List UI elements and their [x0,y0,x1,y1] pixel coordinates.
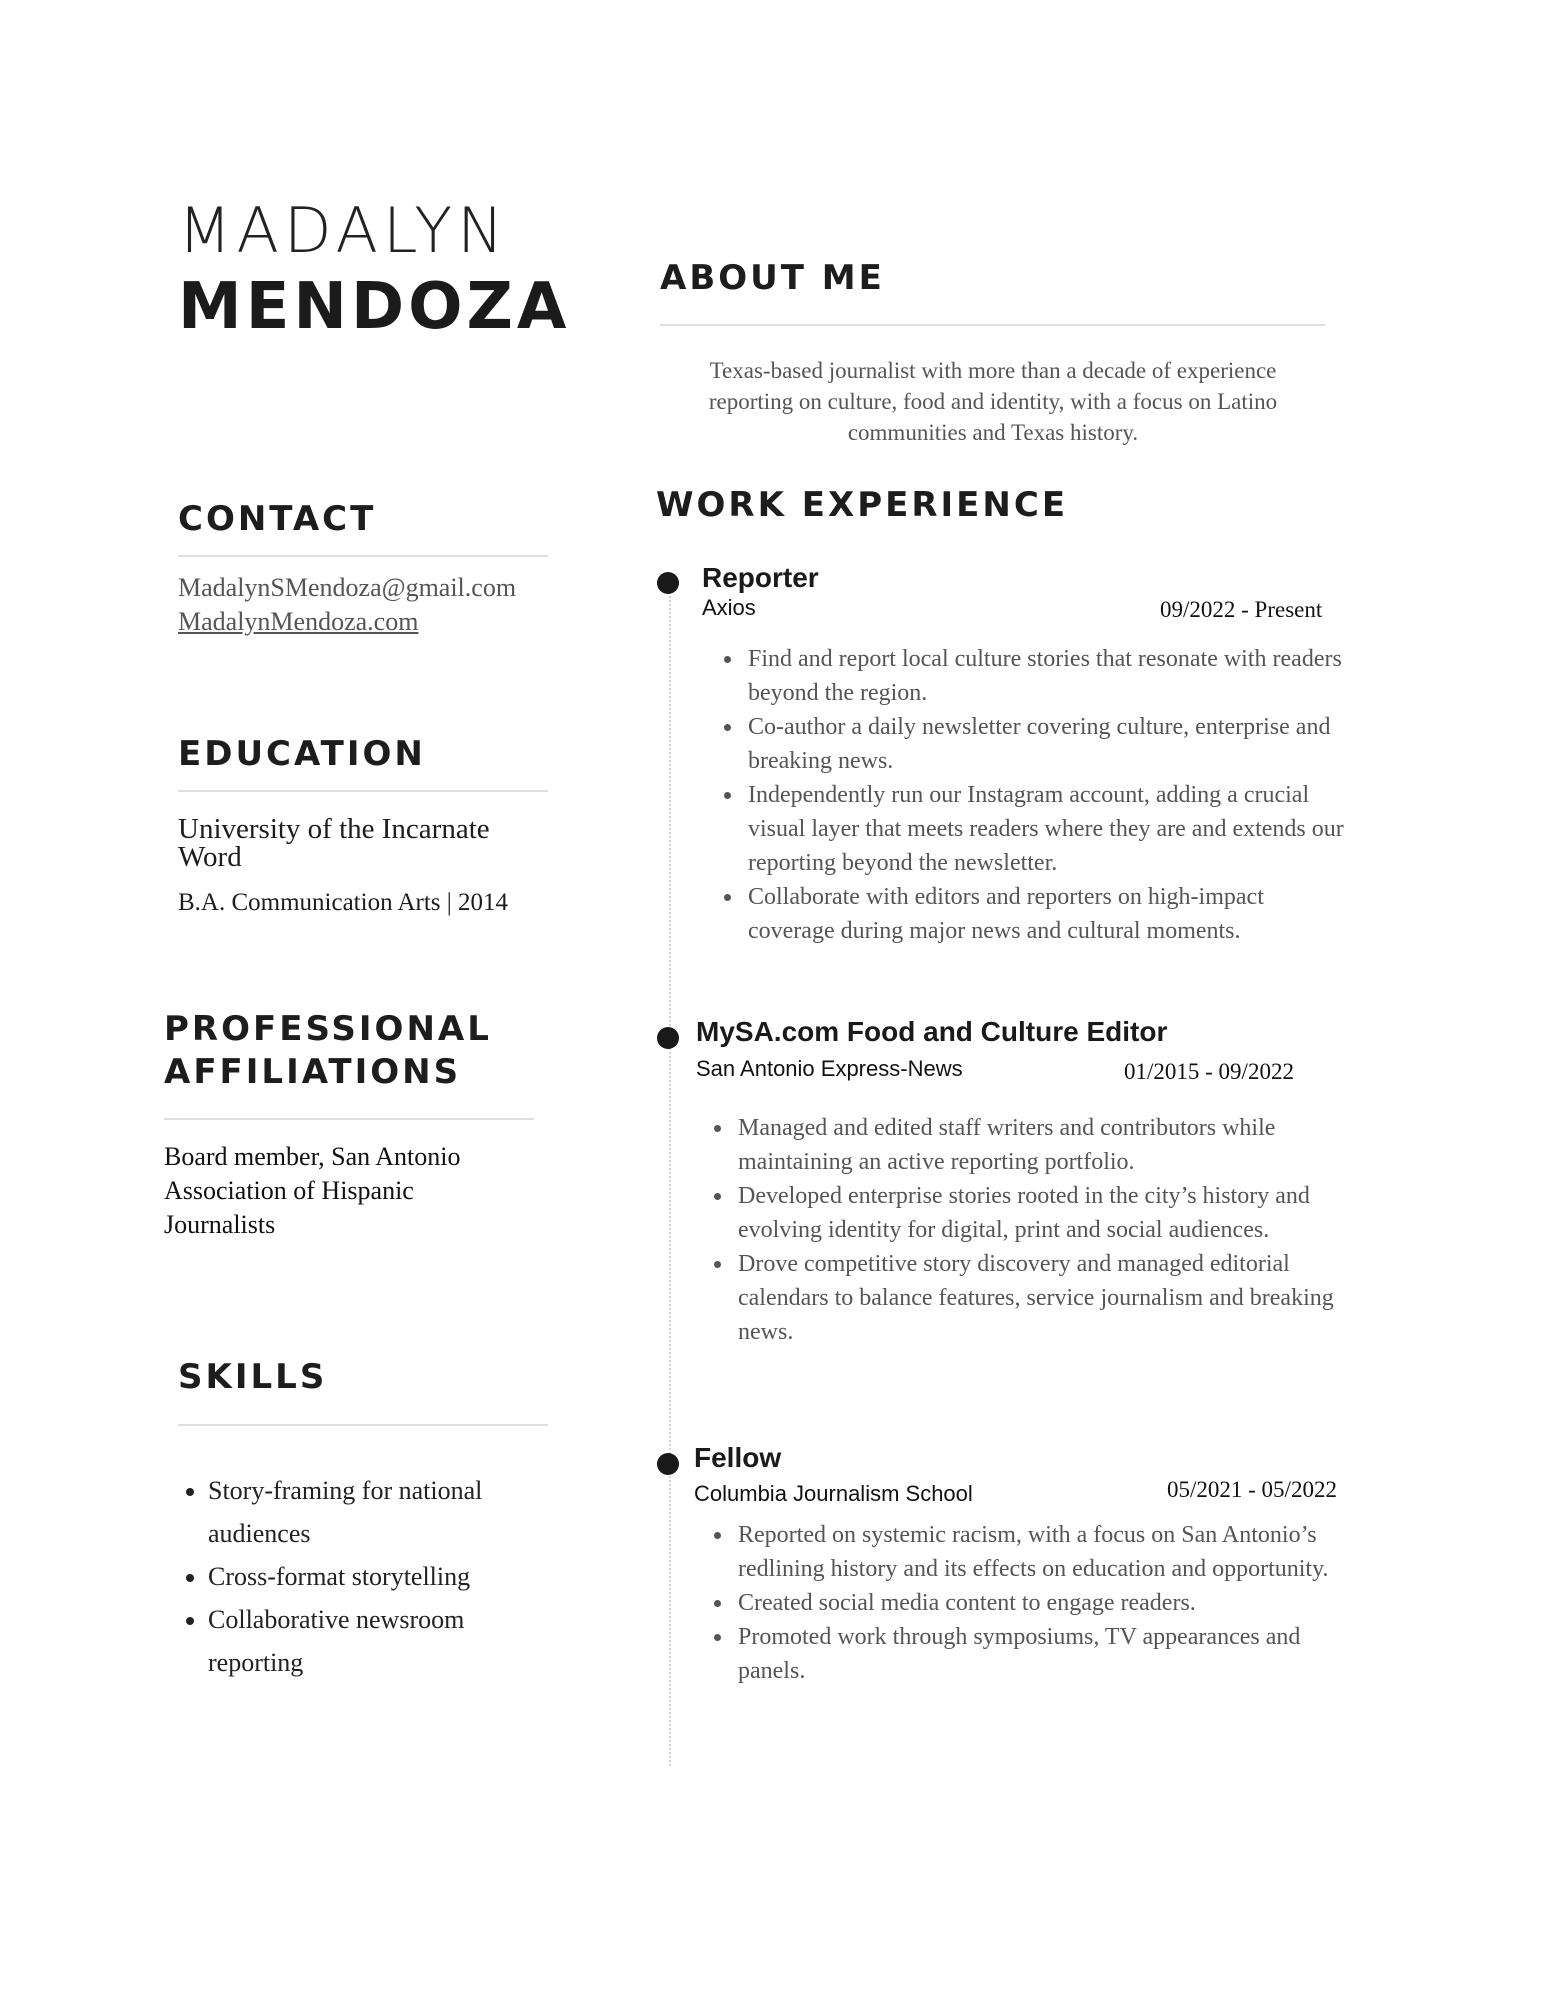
job-company: San Antonio Express-News [696,1056,963,1081]
work-heading: WORK EXPERIENCE [656,485,1069,525]
timeline-dot [657,1027,679,1049]
about-text: Texas-based journalist with more than a decade of experience reporting on culture, food and identity, with a focus on Latino communities and Texas history. [708,358,1278,445]
job-bullets [710,1111,1334,1349]
job-company: Columbia Journalism School [694,1481,973,1506]
job-company: Axios [702,595,756,620]
skill-item: • Cross-format storytelling [208,1555,538,1598]
job-dates: 09/2022 - Present [1160,597,1323,622]
skills-list [178,1469,538,1684]
job-bullets [710,1518,1334,1688]
skill-item: • Story-framing for national audiences [208,1469,538,1555]
skill-item: • Collaborative newsroom reporting [208,1598,538,1684]
affiliations-heading-line1: PROFESSIONAL [164,1009,492,1049]
job-dates: 05/2021 - 05/2022 [1167,1477,1337,1502]
timeline-dot [657,1453,679,1475]
job-bullets [720,642,1344,948]
about-heading: ABOUT ME [660,258,885,298]
skills-heading: SKILLS [178,1357,328,1397]
last-name: MENDOZA [178,270,571,344]
job-bullet: • Independently run our Instagram account, adding a crucial visual layer that meets readers where they are and extends our reporting beyond the newsletter. [744,778,1344,880]
timeline-line [669,572,671,1766]
education-school: University of the Incarnate Word [178,813,490,873]
first-name: MADALYN [178,194,509,267]
affiliations-divider [164,1118,534,1120]
contact-email: MadalynSMendoza@gmail.com [178,573,517,602]
affiliations-text: Board member, San Antonio Association of Hispanic Journalists [164,1142,461,1239]
contact-divider [178,555,548,557]
education-degree: B.A. Communication Arts | 2014 [178,889,509,916]
education-divider [178,790,548,792]
affiliations-heading-line2: AFFILIATIONS [164,1052,462,1092]
job-bullet: • Drove competitive story discovery and managed editorial calendars to balance features, service journalism and breaking news. [734,1247,1334,1349]
job-bullet: • Co-author a daily newsletter covering culture, enterprise and breaking news. [744,710,1344,778]
job-title: Reporter [702,562,819,593]
timeline-dot [657,572,679,594]
job-bullet: • Promoted work through symposiums, TV appearances and panels. [734,1620,1334,1688]
job-bullet: • Created social media content to engage readers. [734,1586,1334,1620]
job-dates: 01/2015 - 09/2022 [1124,1059,1294,1084]
contact-heading: CONTACT [178,499,377,539]
job-bullet: • Managed and edited staff writers and contributors while maintaining an active reporting portfolio. [734,1111,1334,1179]
education-heading: EDUCATION [178,734,426,774]
job-bullet: • Developed enterprise stories rooted in the city’s history and evolving identity for digital, print and social audiences. [734,1179,1334,1247]
about-divider [660,324,1325,326]
job-bullet: • Reported on systemic racism, with a focus on San Antonio’s redlining history and its effects on education and opportunity. [734,1518,1334,1586]
website-link[interactable]: MadalynMendoza.com [178,607,419,636]
job-bullet: • Find and report local culture stories that resonate with readers beyond the region. [744,642,1344,710]
job-title: MySA.com Food and Culture Editor [696,1016,1168,1047]
skills-divider [178,1424,548,1426]
job-bullet: • Collaborate with editors and reporters on high-impact coverage during major news and cultural moments. [744,880,1344,948]
job-title: Fellow [694,1442,782,1473]
